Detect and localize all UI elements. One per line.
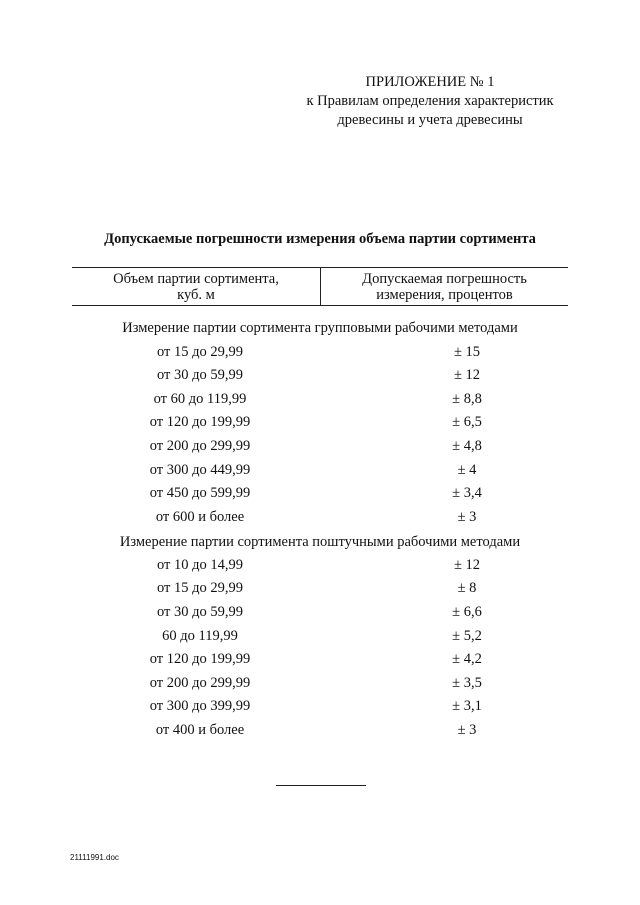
volume-range: от 10 до 14,99	[156, 557, 244, 573]
error-value: ± 3	[457, 509, 477, 525]
error-value: ± 12	[453, 557, 481, 573]
volume-range: от 200 до 299,99	[149, 675, 251, 691]
file-code: 21111991.doc	[70, 853, 119, 862]
table-row	[72, 722, 568, 742]
volume-range: от 60 до 119,99	[153, 391, 247, 407]
column-header-volume-line1: Объем партии сортимента,	[113, 271, 279, 287]
error-value: ± 6,6	[452, 604, 482, 620]
appendix-reference-line2: древесины и учета древесины	[337, 112, 523, 128]
error-value: ± 3,4	[452, 485, 482, 501]
table-header	[72, 267, 568, 306]
volume-range: от 120 до 199,99	[149, 651, 251, 667]
volume-range: от 120 до 199,99	[149, 414, 251, 430]
section-title-group-methods: Измерение партии сортимента групповыми рабочими методами	[122, 320, 518, 336]
error-value: ± 6,5	[452, 414, 482, 430]
error-value: ± 5,2	[452, 628, 482, 644]
column-header-error	[321, 271, 568, 303]
volume-range: от 400 и более	[155, 722, 245, 738]
table-row	[72, 391, 568, 411]
volume-range: от 200 до 299,99	[149, 438, 251, 454]
section-title-piece-methods: Измерение партии сортимента поштучными рабочими методами	[119, 534, 521, 550]
volume-range: от 300 до 449,99	[149, 462, 251, 478]
table-row	[72, 557, 568, 577]
table-row	[72, 628, 568, 648]
appendix-header	[250, 73, 610, 130]
column-header-volume-line2: куб. м	[177, 287, 215, 303]
table-row	[72, 344, 568, 364]
table-row	[72, 414, 568, 434]
appendix-reference-line1: к Правилам определения характеристик	[306, 93, 554, 109]
column-header-error-line2: измерения, процентов	[376, 287, 513, 303]
table-row	[72, 485, 568, 505]
error-value: ± 8,8	[452, 391, 482, 407]
table-row	[72, 367, 568, 387]
table-row	[72, 580, 568, 600]
volume-range: от 30 до 59,99	[156, 367, 244, 383]
volume-range: от 450 до 599,99	[149, 485, 251, 501]
error-value: ± 15	[453, 344, 481, 360]
volume-range: от 15 до 29,99	[156, 580, 244, 596]
table-row	[72, 698, 568, 718]
error-value: ± 4,8	[452, 438, 482, 454]
error-value: ± 4,2	[452, 651, 482, 667]
column-header-error-line1: Допускаемая погрешность	[362, 271, 527, 287]
error-value: ± 8	[457, 580, 477, 596]
error-value: ± 3	[457, 722, 477, 738]
table-row	[72, 509, 568, 529]
table-row	[72, 651, 568, 671]
error-value: ± 3,5	[452, 675, 482, 691]
volume-range: 60 до 119,99	[162, 628, 238, 644]
error-value: ± 4	[457, 462, 477, 478]
document-title: Допускаемые погрешности измерения объема партии сортимента	[104, 231, 536, 247]
table-row	[72, 438, 568, 458]
column-header-volume	[72, 271, 320, 303]
table-row	[72, 675, 568, 695]
table-row	[72, 462, 568, 482]
volume-range: от 300 до 399,99	[149, 698, 251, 714]
volume-range: от 30 до 59,99	[156, 604, 244, 620]
end-divider	[276, 785, 366, 786]
error-value: ± 3,1	[452, 698, 482, 714]
volume-range: от 15 до 29,99	[156, 344, 244, 360]
error-value: ± 12	[453, 367, 481, 383]
volume-range: от 600 и более	[155, 509, 245, 525]
table-row	[72, 604, 568, 624]
appendix-number: ПРИЛОЖЕНИЕ № 1	[365, 74, 495, 90]
